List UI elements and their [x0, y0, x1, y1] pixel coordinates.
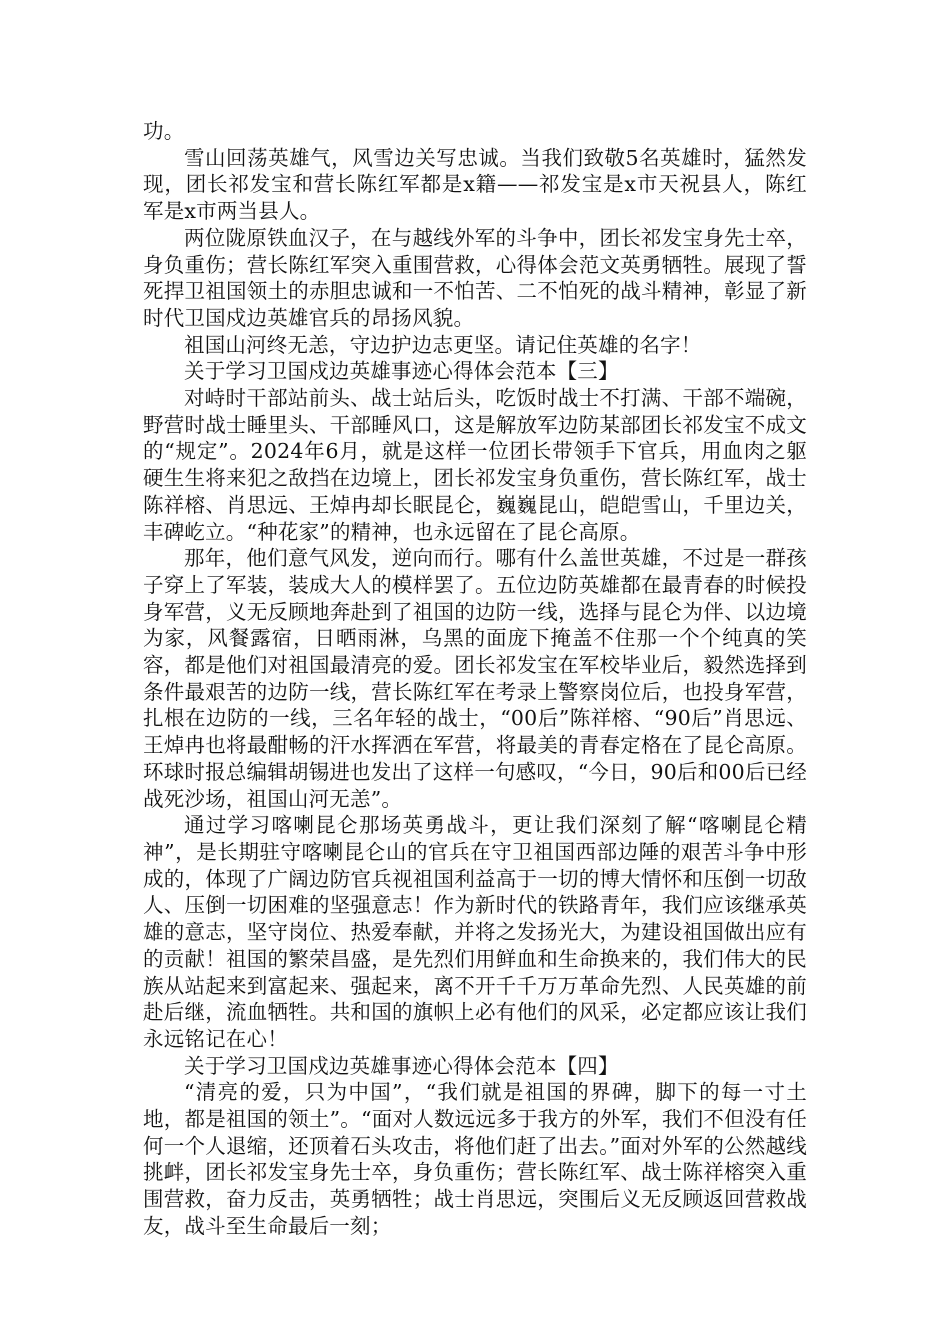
- body-paragraph: 两位陇原铁血汉子，在与越线外军的斗争中，团长祁发宝身先士卒，身负重伤；营长陈红军突入重围营救，心得体会范文英勇牺牲。展现了誓死捍卫祖国领土的赤胆忠诚和一不怕苦、二不怕死的战斗精神，彰显了新时代卫国戍边英雄官兵的昂扬风貌。: [143, 225, 807, 330]
- section-heading-4: 关于学习卫国戍边英雄事迹心得体会范本【四】: [184, 1053, 619, 1078]
- section-heading-3: 关于学习卫国戍边英雄事迹心得体会范本【三】: [184, 359, 619, 384]
- body-paragraph: 那年，他们意气风发，逆向而行。哪有什么盖世英雄，不过是一群孩子穿上了军装，装成大人的模样罢了。五位边防英雄都在最青春的时候投身军营，义无反顾地奔赴到了祖国的边防一线，选择与昆仑为伴、以边境为家，风餐露宿，日晒雨淋，乌黑的面庞下掩盖不住那一个个纯真的笑容，都是他们对祖国最清亮的爱。团长祁发宝在军校毕业后，毅然选择到条件最艰苦的边防一线，营长陈红军在考录上警察岗位后，也投身军营，扎根在边防的一线，三名年轻的战士，“00后”陈祥榕、“90后”肖思远、王焯冉也将最酣畅的汗水挥洒在军营，将最美的青春定格在了昆仑高原。环球时报总编辑胡锡进也发出了这样一句感叹，“今日，90后和00后已经战死沙场，祖国山河无恙”。: [143, 546, 807, 811]
- body-paragraph: 雪山回荡英雄气，风雪边关写忠诚。当我们致敬5名英雄时，猛然发现，团长祁发宝和营长陈红军都是x籍——祁发宝是x市天祝县人，陈红军是x市两当县人。: [143, 145, 807, 224]
- continuation-text: 功。: [143, 119, 185, 143]
- body-paragraph: 对峙时干部站前头、战士站后头，吃饭时战士不打满、干部不端碗，野营时战士睡里头、干部睡风口，这是解放军边防某部团长祁发宝不成文的“规定”。2024年6月，就是这样一位团长带领手下官兵，用血肉之躯硬生生将来犯之敌挡在边境上，团长祁发宝身负重伤，营长陈红军，战士陈祥榕、肖思远、王焯冉却长眠昆仑，巍巍昆山，皑皑雪山，千里边关，丰碑屹立。“种花家”的精神，也永远留在了昆仑高原。: [143, 386, 807, 544]
- body-paragraph: 祖国山河终无恙，守边护边志更坚。请记住英雄的名字！: [184, 332, 702, 357]
- body-paragraph: “清亮的爱，只为中国”，“我们就是祖国的界碑，脚下的每一寸土地，都是祖国的领土”。“面对人数远远多于我方的外军，我们不但没有任何一个人退缩，还顶着石头攻击，将他们赶了出去。”面对外军的公然越线挑衅，团长祁发宝身先士卒，身负重伤；营长陈红军、战士陈祥榕突入重围营救，奋力反击，英勇牺牲；战士肖思远，突围后义无反顾返回营救战友，战斗至生命最后一刻；: [143, 1080, 807, 1238]
- body-paragraph: 通过学习喀喇昆仑那场英勇战斗，更让我们深刻了解“喀喇昆仑精神”，是长期驻守喀喇昆仑山的官兵在守卫祖国西部边陲的艰苦斗争中形成的，体现了广阔边防官兵视祖国利益高于一切的博大情怀和压倒一切敌人、压倒一切困难的坚强意志！作为新时代的铁路青年，我们应该继承英雄的意志，坚守岗位、热爱奉献，并将之发扬光大，为建设祖国做出应有的贡献！祖国的繁荣昌盛，是先烈们用鲜血和生命换来的，我们伟大的民族从站起来到富起来、强起来，离不开千千万万革命先烈、人民英雄的前赴后继，流血牺牲。共和国的旗帜上必有他们的风采，必定都应该让我们永远铭记在心！: [143, 813, 807, 1051]
- document-page: [143, 118, 807, 1240]
